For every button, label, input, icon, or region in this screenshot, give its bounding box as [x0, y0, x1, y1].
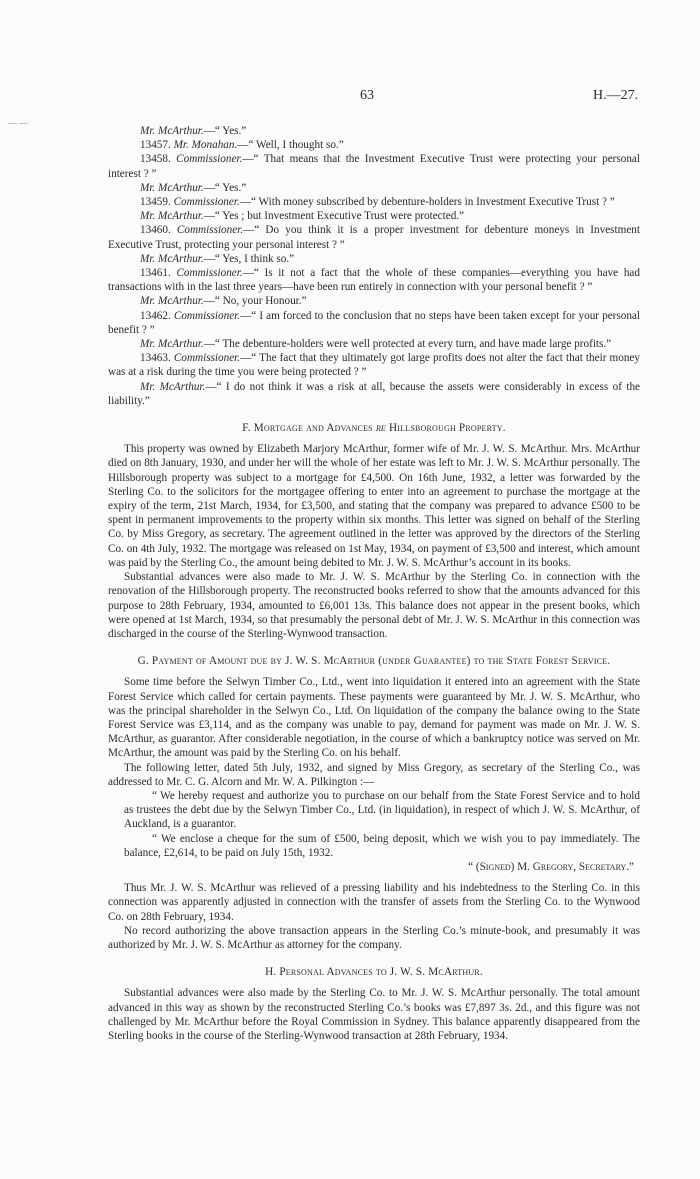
testimony-text: —“ With money subscribed by debenture-holders in Investment Executive Trust ? ”	[239, 196, 615, 209]
testimony-line	[108, 380, 640, 408]
speaker: Commissioner.	[176, 224, 244, 237]
speaker: Commissioner.	[173, 352, 241, 365]
speaker: Mr. Monahan.	[173, 139, 238, 152]
question-number: 13462.	[140, 309, 171, 322]
section-f-heading: F. Mortgage and Advances re Hillsborough Property.	[242, 422, 506, 435]
testimony-text: —“ That means that the Investment Executive Trust were protecting your personal interest ? ”	[108, 153, 641, 180]
speaker: Commissioner.	[176, 267, 243, 280]
page-number: 63	[360, 88, 374, 103]
testimony-text: —“ I do not think it was a risk at all, because the assets were considerably in excess of the liability.”	[108, 380, 640, 407]
speaker: Mr. McArthur.	[140, 295, 204, 308]
speaker: Mr. McArthur.	[140, 210, 204, 223]
question-number: 13457.	[140, 139, 171, 152]
testimony-line	[108, 351, 640, 379]
testimony-text: —“ Yes, I think so.”	[203, 252, 295, 265]
question-number: 13459.	[140, 196, 171, 209]
testimony-text: —“ Do you think it is a proper investment for debenture moneys in Investment Executive Trust, protecting your personal interest ? ”	[108, 224, 641, 251]
testimony-line	[108, 124, 640, 138]
speaker: Mr. McArthur.	[140, 338, 204, 351]
question-number: 13460.	[140, 224, 171, 237]
testimony-text: —“ The debenture-holders were well protected at every turn, and have made large profits.”	[203, 338, 612, 351]
testimony-line	[108, 337, 640, 351]
speaker: Mr. McArthur.	[140, 252, 204, 265]
question-number: 13458.	[140, 153, 171, 166]
section-g-paragraph: Some time before the Selwyn Timber Co., Ltd., went into liquidation it entered into an agreement with the State Forest Service which called for certain payments. These payments were guaranteed by Mr. J. W. S. McArthur, who was the principal shareholder in the Selwyn Co., Ltd. On liquidation of the company the balance owing to the State Forest Service was £3,114, and as the company was unable to pay, demand for payment was made on Mr. J. W. S. McArthur, as guarantor. After considerable negotiation, in the course of which a bankruptcy notice was served on Mr. McArthur, the amount was paid by the Sterling Co. on his behalf.	[108, 676, 640, 760]
testimony-text: —“ Yes.”	[203, 181, 247, 194]
testimony-line	[108, 223, 640, 251]
margin-mark: — —	[8, 118, 29, 128]
testimony-text: —“ The fact that they ultimately got large profits does not alter the fact that their money was at a risk during the time you were being protected ? ”	[108, 352, 640, 379]
testimony-text: —“ I am forced to the conclusion that no steps have been taken except for your personal benefit ? ”	[108, 309, 641, 336]
testimony-line	[108, 266, 640, 294]
testimony-text: —“ No, your Honour.”	[203, 295, 307, 308]
letter-signature: “ (Signed) M. Gregory, Secretary.”	[468, 860, 634, 873]
testimony-line	[108, 195, 640, 209]
section-g-heading: G. Payment of Amount due by J. W. S. McArthur (under Guarantee) to the State Forest Service.	[137, 655, 611, 668]
question-number: 13463.	[140, 352, 171, 365]
testimony-block	[108, 124, 640, 408]
section-g-paragraph: The following letter, dated 5th July, 1932, and signed by Miss Gregory, as secretary of the Sterling Co., was addressed to Mr. C. G. Alcorn and Mr. W. A. Pilkington :—	[108, 761, 640, 788]
section-h-paragraph: Substantial advances were also made by the Sterling Co. to Mr. J. W. S. McArthur personally. The total amount advanced in this way as shown by the reconstructed Sterling Co.’s books was £7,897 3s. 2d., and this figure was not challenged by Mr. McArthur before the Royal Commission in Sydney. This balance apparently disappeared from the Sterling books in the course of the Sterling-Wynwood transaction at 28th February, 1934.	[108, 987, 640, 1042]
testimony-text: —“ Is it not a fact that the whole of these companies—everything you have had transactions with in the last three years—have been run entirely in connection with your personal benefit ? ”	[108, 267, 640, 294]
section-g-paragraph: No record authorizing the above transaction appears in the Sterling Co.’s minute-book, and presumably it was authorized by Mr. J. W. S. McArthur as attorney for the company.	[108, 924, 640, 951]
testimony-text: —“ Well, I thought so.”	[237, 139, 344, 152]
testimony-line	[108, 309, 640, 337]
section-g-paragraph: Thus Mr. J. W. S. McArthur was relieved of a pressing liability and his indebtedness to the Sterling Co. in this connection was apparently adjusted in connection with the transfer of assets from the Sterling Co. to the Wynwood Co. on 28th February, 1934.	[108, 882, 640, 923]
quoted-letter: “ We enclose a cheque for the sum of £500, being deposit, which we wish you to pay immediately. The balance, £2,614, to be paid on July 15th, 1932.	[124, 832, 640, 859]
question-number: 13461.	[140, 267, 171, 280]
speaker: Commissioner.	[173, 196, 240, 209]
section-h-heading: H. Personal Advances to J. W. S. McArthur.	[265, 966, 483, 979]
speaker: Commissioner.	[176, 153, 243, 166]
section-f-paragraph: This property was owned by Elizabeth Marjory McArthur, former wife of Mr. J. W. S. McArthur. Mrs. McArthur died on 8th January, 1930, and under her will the whole of her estate was left to Mr. J. W. S. McArthur personally. The Hillsborough property was subject to a mortgage for £4,500. On 16th June, 1932, a letter was forwarded by the Sterling Co. to the solicitors for the mortgagee offering to enter into an agreement to purchase the mortgage at the expiry of the term, 21st March, 1934, for £3,500, and stating that the company was prepared to advance £500 to be spent in permanent improvements to the property within six months. This letter was signed on behalf of the Sterling Co. by Miss Gregory, as secretary. The agreement outlined in the letter was approved by the directors of the Sterling Co. on 4th July, 1932. The mortgage was released on 1st May, 1934, on payment of £3,500 and interest, which amount was paid by the Sterling Co., the amount being debited to Mr. J. W. S. McArthur’s account in its books.	[108, 443, 640, 569]
testimony-line	[108, 181, 640, 195]
document-body	[108, 70, 640, 1043]
speaker: Mr. McArthur.	[140, 125, 204, 137]
testimony-line	[108, 294, 640, 308]
testimony-text: —“ Yes.”	[203, 125, 247, 137]
speaker: Mr. McArthur.	[140, 181, 204, 194]
testimony-line	[108, 138, 640, 152]
testimony-line	[108, 252, 640, 266]
section-f-paragraph: Substantial advances were also made to Mr. J. W. S. McArthur by the Sterling Co. in connection with the renovation of the Hillsborough property. The reconstructed books referred to show that the amounts advanced for this purpose to 28th February, 1934, amounted to £6,001 13s. This balance does not appear in the present books, which were opened at 1st March, 1934, so that presumably the personal debt of Mr. J. W. S. McArthur in this connection was discharged in the course of the Sterling-Wynwood transaction.	[108, 571, 640, 640]
quoted-letter: “ We hereby request and authorize you to purchase on our behalf from the State Forest Service and to hold as trustees the debt due by the Selwyn Timber Co., Ltd. (in liquidation), in respect of which J. W. S. McArthur, of Auckland, is a guarantor.	[124, 789, 640, 831]
document-reference: H.—27.	[593, 88, 639, 103]
testimony-line	[108, 209, 640, 223]
testimony-text: —“ Yes ; but Investment Executive Trust were protected.”	[203, 210, 465, 223]
speaker: Mr. McArthur.	[140, 380, 206, 393]
testimony-line	[108, 152, 640, 180]
speaker: Commissioner.	[173, 309, 241, 322]
